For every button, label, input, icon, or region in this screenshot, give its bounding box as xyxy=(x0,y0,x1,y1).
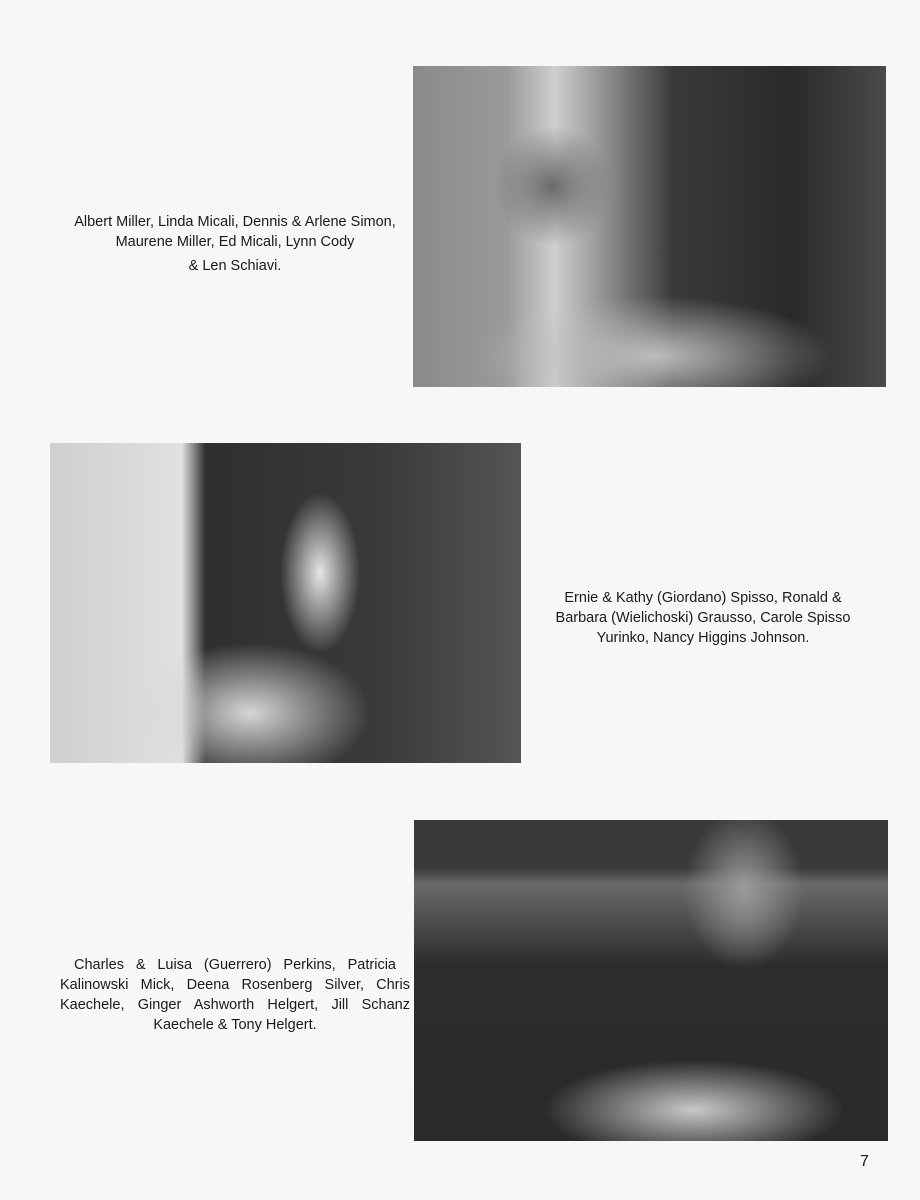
caption-line: Maurene Miller, Ed Micali, Lynn Cody xyxy=(115,234,355,250)
caption-line: Ernie & Kathy (Giordano) Spisso, Ronald & xyxy=(564,590,842,606)
caption-line: & Len Schiavi. xyxy=(188,258,282,274)
caption-line: Yurinko, Nancy Higgins Johnson. xyxy=(596,630,810,646)
photo-caption-3 xyxy=(60,955,410,1035)
caption-line: Charles & Luisa (Guerrero) Perkins, Patricia xyxy=(74,957,396,973)
caption-line: Albert Miller, Linda Micali, Dennis & Arlene Simon, xyxy=(74,214,396,230)
caption-line: Kaechele & Tony Helgert. xyxy=(153,1017,317,1033)
caption-line: Barbara (Wielichoski) Grausso, Carole Spisso xyxy=(555,610,851,626)
caption-line: Kaechele, Ginger Ashworth Helgert, Jill Schanz xyxy=(60,997,410,1013)
photo-caption-2 xyxy=(528,588,878,648)
group-photo-1 xyxy=(413,66,886,387)
photo-caption-1 xyxy=(50,212,420,276)
page-number: 7 xyxy=(860,1153,869,1170)
caption-line: Kalinowski Mick, Deena Rosenberg Silver, Chris xyxy=(60,977,410,993)
group-photo-2 xyxy=(50,443,521,763)
group-photo-3 xyxy=(414,820,888,1141)
